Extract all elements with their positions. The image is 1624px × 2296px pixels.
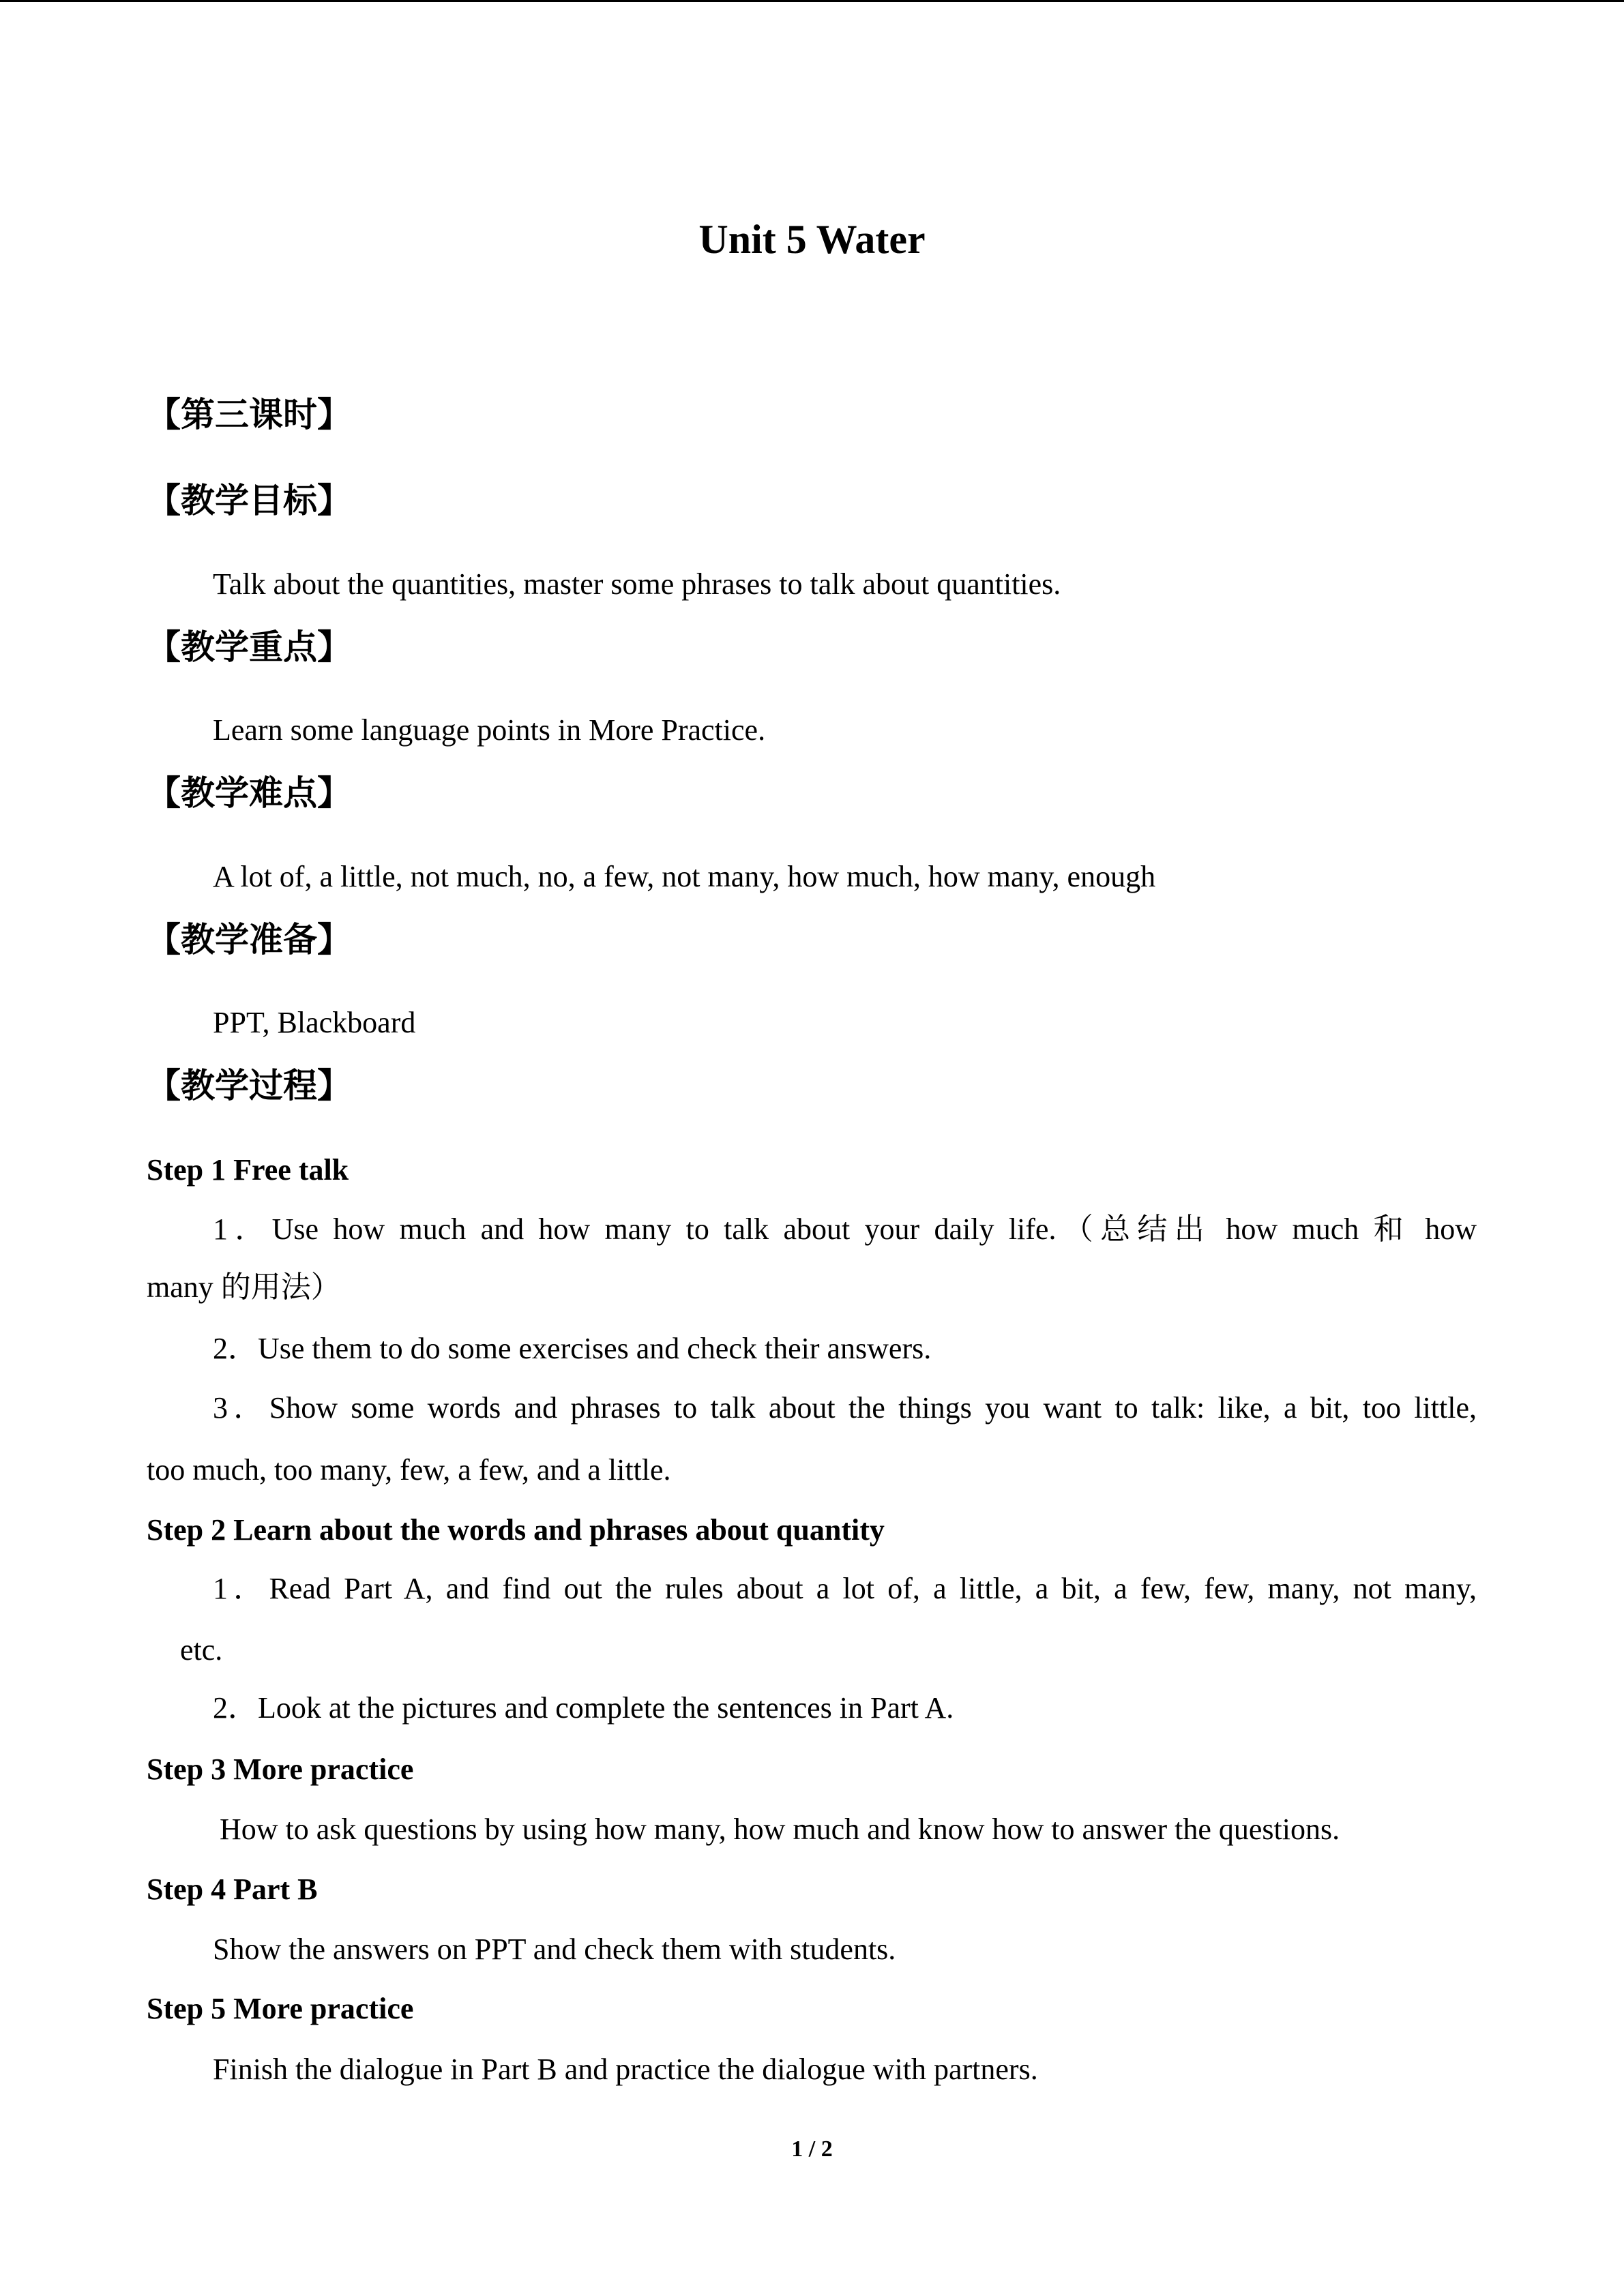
step-2-title: Step 2 Learn about the words and phrases about quantity [147,1513,885,1547]
top-border-line [0,0,1624,2]
page-number: 1 / 2 [791,2136,833,2162]
step-1-item-2: 2．Use them to do some exercises and check their answers. [213,1332,932,1365]
step-1-item-3-line-2: too much, too many, few, a few, and a little. [147,1453,671,1487]
section-lesson: 【第三课时】 [147,395,351,434]
section-process: 【教学过程】 [147,1066,351,1105]
step-5-text: Finish the dialogue in Part B and practice the dialogue with partners. [213,2053,1038,2086]
step-4-title: Step 4 Part B [147,1873,318,1906]
step-3-title: Step 3 More practice [147,1753,414,1786]
section-difficulties: 【教学难点】 [147,773,351,813]
goals-text: Talk about the quantities, master some phrases to talk about quantities. [213,567,1061,601]
step-2-item-2: 2．Look at the pictures and complete the sentences in Part A. [213,1691,954,1725]
difficulties-text: A lot of, a little, not much, no, a few, not many, how much, how many, enough [213,860,1156,893]
step-1-item-3-line-1: 3．Show some words and phrases to talk about the things you want to talk: like, a bit, too little, [213,1391,1477,1425]
step-2-item-1-line-1: 1．Read Part A, and find out the rules about a lot of, a little, a bit, a few, few, many, not many, [213,1572,1477,1605]
step-2-item-1-line-2: etc. [180,1633,223,1667]
key-points-text: Learn some language points in More Practice. [213,713,766,747]
section-goals: 【教学目标】 [147,481,351,520]
step-4-text: Show the answers on PPT and check them with students. [213,1933,896,1966]
step-1-item-1-line-2: many 的用法） [147,1270,341,1304]
step-1-item-1-line-1: 1．Use how much and how many to talk about your daily life.（总结出 how much 和 how [213,1212,1477,1246]
step-3-text: How to ask questions by using how many, how much and know how to answer the questions. [220,1813,1340,1846]
step-1-title: Step 1 Free talk [147,1153,349,1187]
section-preparation: 【教学准备】 [147,920,351,959]
preparation-text: PPT, Blackboard [213,1006,416,1039]
section-key-points: 【教学重点】 [147,627,351,667]
document-title: Unit 5 Water [698,217,926,262]
step-5-title: Step 5 More practice [147,1992,414,2025]
